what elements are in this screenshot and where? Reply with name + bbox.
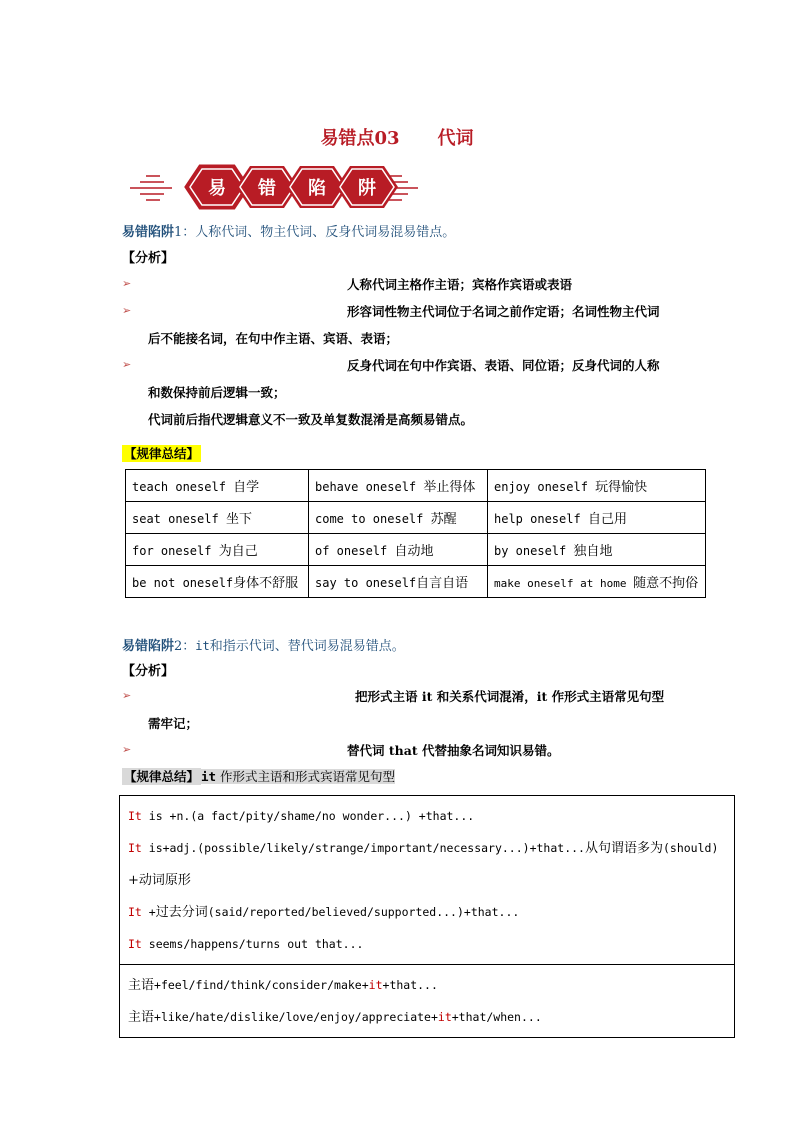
trap1-point-2: 形容词性物主代词位于名词之前作定语；名词性物主代词: [347, 304, 660, 319]
table-row: [126, 534, 706, 566]
trap1-heading: 易错陷阱1：人称代词、物主代词、反身代词易混易错点。: [122, 225, 456, 240]
pattern-row: 主语+like/hate/dislike/love/enjoy/appreciate+it+that/when...: [128, 1010, 542, 1025]
trap1-summary-tag: 【规律总结】: [124, 446, 200, 461]
bullet-arrow-icon: ➢: [122, 743, 132, 756]
trap1-point-3: 反身代词在句中作宾语、表语、同位语；反身代词的人称: [347, 358, 660, 373]
trap2-point-1-cont: 需牢记；: [148, 716, 199, 731]
reflexive-phrase-table: [125, 469, 706, 598]
table-cell: say to oneself自言自语: [309, 566, 488, 598]
table-cell: be not oneself身体不舒服: [126, 566, 309, 598]
table-cell: seat oneself 坐下: [126, 502, 309, 534]
banner-char-2: 错: [258, 178, 276, 199]
trap2-summary-heading: 【规律总结】 it 作形式主语和形式宾语常见句型: [124, 769, 396, 784]
table-cell: help oneself 自己用: [488, 502, 706, 534]
page-title: [0, 124, 794, 150]
bullet-arrow-icon: ➢: [122, 358, 132, 371]
trap2-heading: 易错陷阱2：it和指示代词、替代词易混易错点。: [122, 639, 405, 654]
pattern-row: It is +n.(a fact/pity/shame/no wonder...) +that...: [128, 809, 475, 823]
trap1-point-1: 人称代词主格作主语；宾格作宾语或表语: [347, 277, 573, 292]
table-cell: of oneself 自动地: [309, 534, 488, 566]
bullet-arrow-icon: ➢: [122, 277, 132, 290]
title-number: 易错点03: [320, 128, 400, 149]
formal-subject-section: [120, 796, 734, 964]
table-cell: enjoy oneself 玩得愉快: [488, 470, 706, 502]
pattern-row: It is+adj.(possible/likely/strange/important/necessary...)+that...从句谓语多为(should): [128, 841, 719, 856]
title-topic: 代词: [437, 128, 474, 149]
banner-char-1: 易: [208, 178, 226, 199]
table-cell: teach oneself 自学: [126, 470, 309, 502]
trap1-point-2-cont: 后不能接名词，在句中作主语、宾语、表语；: [148, 331, 399, 346]
trap1-extra: 代词前后指代逻辑意义不一致及单复数混淆是高频易错点。: [148, 412, 474, 427]
sentence-pattern-box: [119, 795, 735, 1038]
banner-char-4: 阱: [358, 178, 376, 199]
trap2-point-2: 替代词 that 代替抽象名词知识易错。: [347, 743, 560, 758]
bullet-arrow-icon: ➢: [122, 689, 132, 702]
bullet-arrow-icon: ➢: [122, 304, 132, 317]
pattern-row: +动词原形: [128, 873, 191, 888]
trap1-point-3-cont: 和数保持前后逻辑一致；: [148, 385, 286, 400]
trap-banner: [126, 160, 422, 214]
table-row: [126, 566, 706, 598]
banner-char-3: 陷: [308, 178, 326, 199]
table-cell: come to oneself 苏醒: [309, 502, 488, 534]
trap2-point-1: 把形式主语 it 和关系代词混淆，it 作形式主语常见句型: [355, 689, 665, 704]
table-cell: make oneself at home 随意不拘俗: [488, 566, 706, 598]
table-cell: behave oneself 举止得体: [309, 470, 488, 502]
pattern-row: It +过去分词(said/reported/believed/supported...)+that...: [128, 905, 520, 920]
pattern-row: It seems/happens/turns out that...: [128, 937, 364, 951]
table-cell: for oneself 为自己: [126, 534, 309, 566]
table-row: [126, 502, 706, 534]
pattern-row: 主语+feel/find/think/consider/make+it+that...: [128, 978, 438, 993]
trap1-analysis-label: 【分析】: [122, 251, 175, 266]
formal-object-section: [120, 964, 734, 1037]
trap2-analysis-label: 【分析】: [122, 664, 175, 679]
table-row: [126, 470, 706, 502]
table-cell: by oneself 独自地: [488, 534, 706, 566]
